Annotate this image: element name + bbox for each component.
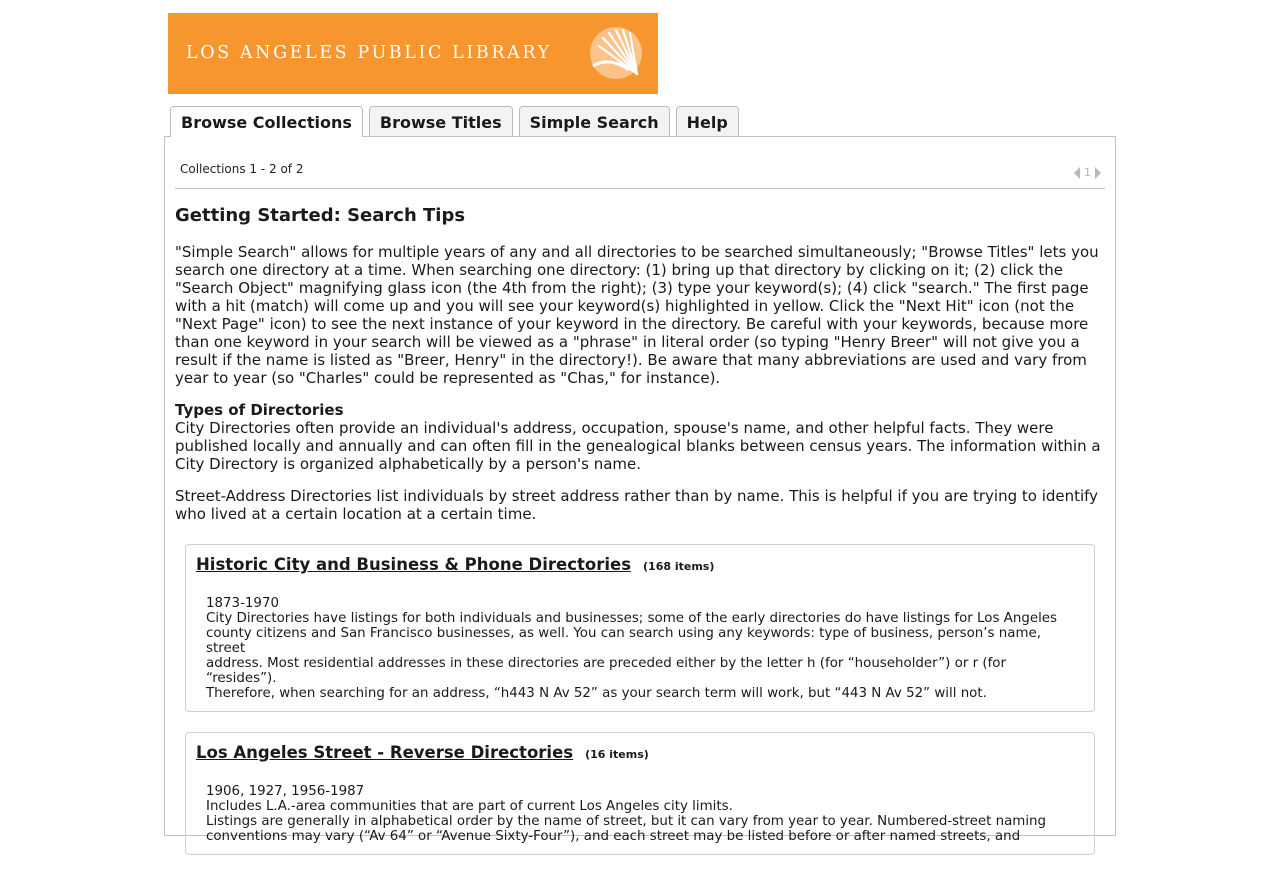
collection-description xyxy=(196,574,1084,701)
description-line: county citizens and San Francisco businesses, as well. You can search using any keywords: type of business, person’s name, street xyxy=(206,626,1041,656)
collection-description xyxy=(196,762,1084,844)
collection-years: 1906, 1927, 1956-1987 xyxy=(206,784,365,799)
content-panel xyxy=(164,136,1116,844)
types-heading: Types of Directories xyxy=(175,401,344,419)
collection-years: 1873-1970 xyxy=(206,596,279,611)
collection-item-count: (16 items) xyxy=(585,748,649,761)
description-line: conventions may vary (“Av 64” or “Avenue Sixty-Four”), and each street may be listed before or after named streets, and xyxy=(206,829,1021,844)
types-of-directories xyxy=(175,401,1105,473)
types-text: City Directories often provide an individual's address, occupation, spouse's name, and other helpful facts. They were published locally and annually and can often fill in the genealogical blanks between census years. The information within a City Directory is organized alphabetically by a person's name. xyxy=(175,419,1101,473)
collection-title-link[interactable]: Los Angeles Street - Reverse Directories xyxy=(196,743,574,762)
collection-title-link[interactable]: Historic City and Business & Phone Directories xyxy=(196,555,632,574)
description-line: address. Most residential addresses in these directories are preceded either by the letter h (for “householder”) or r (for “resides”). xyxy=(206,656,1006,686)
collection-item-count: (168 items) xyxy=(643,560,715,573)
collection-card xyxy=(185,732,1095,855)
tab-browse-collections[interactable]: Browse Collections xyxy=(170,106,363,137)
tab-browse-titles[interactable]: Browse Titles xyxy=(369,106,513,136)
description-line: Therefore, when searching for an address, “h443 N Av 52” as your search term will work, but “443 N Av 52” will not. xyxy=(206,686,987,701)
library-name: LOS ANGELES PUBLIC LIBRARY xyxy=(186,43,552,63)
previous-page-icon[interactable] xyxy=(1074,167,1080,179)
lapl-sunburst-logo-icon xyxy=(589,26,643,80)
search-tips-text: "Simple Search" allows for multiple years of any and all directories to be searched simultaneously; "Browse Titles" lets you search one directory at a time. When searching one directory: (1) bring up that directory by clicking on it; (2) click the "Search Object" magnifying glass icon (the 4th from the right); (3) type your keyword(s); (4) click "search." The first page with a hit (match) will come up and you will see your keyword(s) highlighted in yellow. Click the "Next Hit" icon (not the "Next Page" icon) to see the next instance of your keyword in the directory. Be careful with your keywords, because more than one keyword in your search will be viewed as a "phrase" in literal order (so typing "Henry Breer" will not give you a result if the name is listed as "Breer, Henry" in the directory!). Be aware that many abbreviations are used and vary from year to year (so "Charles" could be represented as "Chas," for instance). xyxy=(175,243,1099,387)
main-content xyxy=(175,205,1105,875)
tab-help[interactable]: Help xyxy=(676,106,739,136)
next-page-icon[interactable] xyxy=(1095,167,1101,179)
description-line: Includes L.A.-area communities that are part of current Los Angeles city limits. xyxy=(206,799,733,814)
street-directories-text: Street-Address Directories list individuals by street address rather than by name. This is helpful if you are trying to identify who lived at a certain location at a certain time. xyxy=(175,487,1099,523)
library-banner[interactable] xyxy=(168,13,658,94)
collections-count: Collections 1 - 2 of 2 xyxy=(180,162,304,176)
page-number[interactable]: 1 xyxy=(1084,166,1091,179)
pager-bar xyxy=(175,137,1105,189)
collection-card xyxy=(185,544,1095,712)
main-tabs xyxy=(170,106,739,137)
pager xyxy=(1074,166,1101,179)
description-line: Listings are generally in alphabetical order by the name of street, but it can vary from year to year. Numbered-street naming xyxy=(206,814,1047,829)
page-title: Getting Started: Search Tips xyxy=(175,205,466,226)
tab-simple-search[interactable]: Simple Search xyxy=(519,106,670,136)
description-line: City Directories have listings for both individuals and businesses; some of the early directories do have listings for Los Angeles xyxy=(206,611,1058,626)
